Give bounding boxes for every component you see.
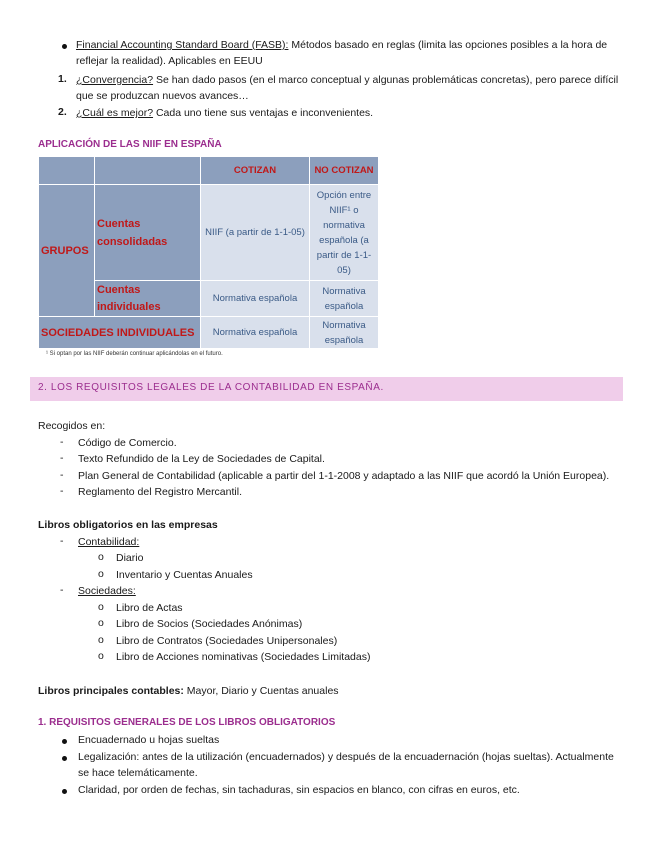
cell-sociedades-cotizan: Normativa española bbox=[201, 317, 310, 349]
circle-marker: o bbox=[98, 650, 104, 662]
dash-marker: - bbox=[60, 584, 64, 596]
contabilidad-item: Diario bbox=[116, 552, 144, 564]
cell-consolidadas-no-cotizan: Opción entre NIIF¹ o normativa española (a partir de 1-1-05) bbox=[310, 185, 379, 281]
row-individuales: Cuentas individuales bbox=[95, 281, 201, 317]
contabilidad-label: Contabilidad: bbox=[78, 536, 140, 548]
requisito-item: Encuadernado u hojas sueltas bbox=[78, 734, 220, 746]
bullet-icon bbox=[62, 756, 67, 761]
recogidos-item: Código de Comercio. bbox=[78, 437, 177, 449]
libros-obligatorios-title: Libros obligatorios en las empresas bbox=[38, 519, 218, 531]
row-sociedades: SOCIEDADES INDIVIDUALES bbox=[39, 317, 201, 349]
libros-principales-label: Libros principales contables: bbox=[38, 685, 184, 697]
recogidos-item: Reglamento del Registro Mercantil. bbox=[78, 486, 242, 498]
circle-marker: o bbox=[98, 634, 104, 646]
row-grupos: GRUPOS bbox=[39, 185, 95, 317]
dash-marker: - bbox=[60, 452, 64, 464]
convergencia-line-1 bbox=[76, 73, 618, 87]
recogidos-item: Plan General de Contabilidad (aplicable a partir del 1-1-2008 y adaptado a las NIIF que acordó la Unión Europea). bbox=[78, 470, 610, 482]
table-corner-2 bbox=[95, 157, 201, 185]
cual-mejor-question: ¿Cuál es mejor? bbox=[76, 107, 154, 119]
item-number-2: 2. bbox=[58, 106, 67, 118]
dash-marker: - bbox=[60, 469, 64, 481]
requisitos-title: 1. REQUISITOS GENERALES DE LOS LIBROS OBLIGATORIOS bbox=[38, 717, 336, 728]
niif-table bbox=[38, 156, 379, 349]
contabilidad-item: Inventario y Cuentas Anuales bbox=[116, 569, 253, 581]
cell-individuales-no-cotizan: Normativa española bbox=[310, 281, 379, 317]
sociedades-item: Libro de Socios (Sociedades Anónimas) bbox=[116, 618, 303, 630]
header-no-cotizan: NO COTIZAN bbox=[310, 157, 379, 185]
circle-marker: o bbox=[98, 568, 104, 580]
niif-section-title: APLICACIÓN DE LAS NIIF EN ESPAÑA bbox=[38, 139, 222, 150]
requisito-item: Claridad, por orden de fechas, sin tachaduras, sin espacios en blanco, con cifras en euros, etc. bbox=[78, 784, 520, 796]
bullet-icon bbox=[62, 44, 67, 49]
sociedades-item: Libro de Acciones nominativas (Sociedades Limitadas) bbox=[116, 651, 371, 663]
cell-sociedades-no-cotizan: Normativa española bbox=[310, 317, 379, 349]
header-cotizan: COTIZAN bbox=[201, 157, 310, 185]
item-number-1: 1. bbox=[58, 73, 67, 85]
requisito-item: Legalización: antes de la utilización (encuadernados) y después de la encuadernación (hojas sueltas). Actualmente bbox=[78, 751, 614, 763]
circle-marker: o bbox=[98, 601, 104, 613]
convergencia-question: ¿Convergencia? bbox=[76, 74, 154, 86]
cual-mejor-line bbox=[76, 106, 373, 120]
table-corner bbox=[39, 157, 95, 185]
dash-marker: - bbox=[60, 535, 64, 547]
convergencia-line-2: que se produzcan nuevos avances… bbox=[76, 90, 249, 102]
bullet-icon bbox=[62, 739, 67, 744]
sociedades-item: Libro de Contratos (Sociedades Unipersonales) bbox=[116, 635, 338, 647]
fasb-line-1 bbox=[76, 38, 607, 52]
cell-consolidadas-cotizan: NIIF (a partir de 1-1-05) bbox=[201, 185, 310, 281]
cual-mejor-text: Cada uno tiene sus ventajas e inconvenientes. bbox=[153, 107, 374, 119]
sociedades-label: Sociedades: bbox=[78, 585, 136, 597]
fasb-text: Métodos basado en reglas (limita las opciones posibles a la hora de bbox=[288, 39, 608, 51]
libros-principales-line bbox=[38, 684, 339, 698]
recogidos-item: Texto Refundido de la Ley de Sociedades de Capital. bbox=[78, 453, 325, 465]
recogidos-label: Recogidos en: bbox=[38, 420, 106, 432]
dash-marker: - bbox=[60, 485, 64, 497]
circle-marker: o bbox=[98, 551, 104, 563]
section-2-heading-text: 2. LOS REQUISITOS LEGALES DE LA CONTABILIDAD EN ESPAÑA. bbox=[38, 382, 384, 393]
cell-individuales-cotizan: Normativa española bbox=[201, 281, 310, 317]
circle-marker: o bbox=[98, 617, 104, 629]
fasb-term: Financial Accounting Standard Board (FASB): bbox=[76, 39, 289, 51]
dash-marker: - bbox=[60, 436, 64, 448]
table-footnote: ¹ Si optan por las NIIF deberán continuar aplicándolas en el futuro. bbox=[46, 351, 223, 357]
convergencia-text: Se han dado pasos (en el marco conceptual y algunas problemáticas concretas), pero parece difícil bbox=[153, 74, 619, 86]
fasb-line-2: reflejar la realidad). Aplicables en EEUU bbox=[76, 55, 263, 67]
libros-principales-text: Mayor, Diario y Cuentas anuales bbox=[183, 685, 339, 697]
bullet-icon bbox=[62, 789, 67, 794]
sociedades-item: Libro de Actas bbox=[116, 602, 183, 614]
requisito-item-continuation: se hace telemáticamente. bbox=[78, 767, 198, 779]
section-2-heading bbox=[30, 377, 623, 401]
row-consolidadas: Cuentas consolidadas bbox=[95, 185, 201, 281]
